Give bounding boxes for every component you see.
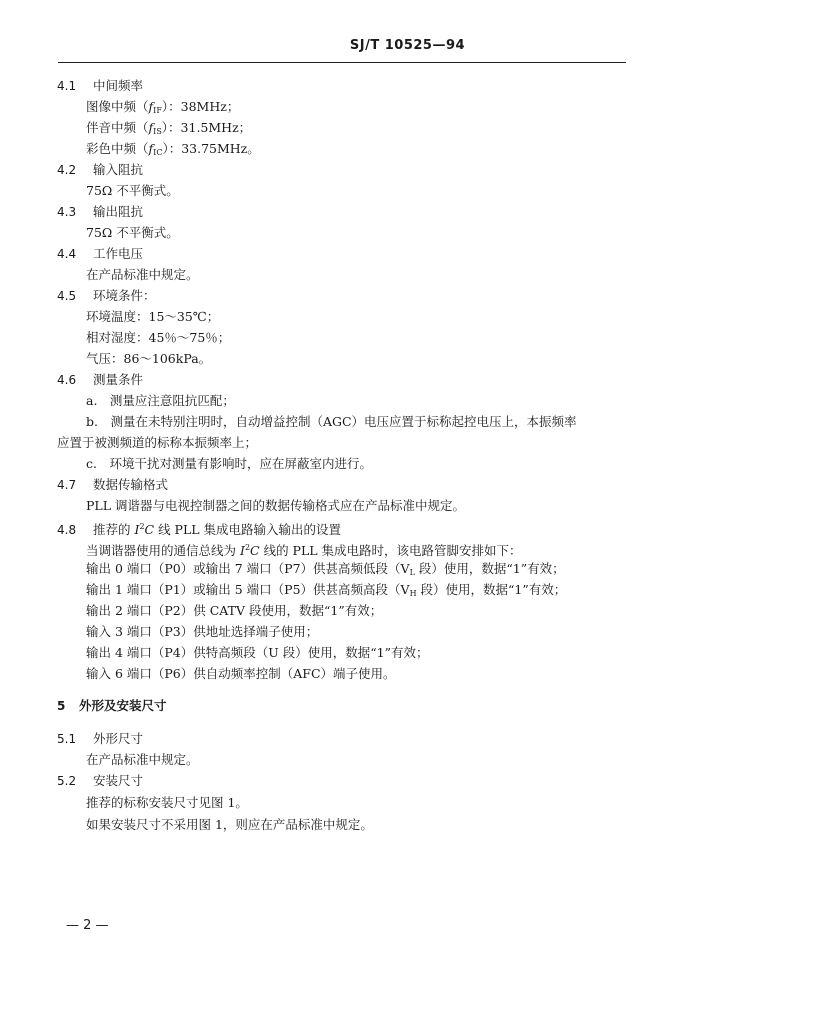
text-pre: 输出 1 端口（P1）或输出 5 端口（P5）供甚高频高段（V — [86, 582, 410, 597]
text-pre: 伴音中频（ — [86, 120, 149, 135]
section-4-2-body: 75Ω 不平衡式。 — [86, 183, 179, 198]
var-f: f — [148, 120, 154, 135]
document-header: SJ/T 10525—94 — [349, 38, 466, 53]
section-title: 输入阻抗 — [93, 162, 144, 177]
condition-b-line2: 应置于被测频道的标称本振频率上； — [57, 435, 258, 450]
section-5-heading — [57, 698, 167, 714]
pin-p3-line: 输入 3 端口（P3）供地址选择端子使用； — [86, 624, 319, 639]
var-c: C — [144, 522, 155, 537]
section-number: 5.2 — [57, 774, 77, 788]
var-i: I — [239, 543, 245, 558]
text-post: 线的 PLL 集成电路时，该电路管脚安排如下： — [259, 543, 522, 558]
var-f: f — [148, 141, 154, 156]
var-c: C — [250, 543, 260, 558]
page-number: — 2 — — [66, 918, 109, 933]
section-number: 4.8 — [57, 523, 77, 537]
title-pre: 推荐的 — [93, 522, 135, 537]
section-5-2-line2: 如果安装尺寸不采用图 1，则应在产品标准中规定。 — [86, 817, 373, 832]
subscript: L — [409, 568, 415, 577]
if-image-line — [86, 99, 239, 119]
text-pre: 图像中频（ — [86, 99, 149, 114]
section-4-2-heading — [57, 162, 143, 178]
if-sound-line — [86, 120, 251, 140]
section-4-5-heading — [57, 288, 156, 304]
header-rule — [58, 62, 626, 63]
section-title: 外形及安装尺寸 — [79, 698, 167, 713]
section-number: 4.3 — [57, 205, 77, 219]
section-4-7-body: PLL 调谐器与电视控制器之间的数据传输格式应在产品标准中规定。 — [86, 498, 465, 513]
var-f: f — [148, 99, 154, 114]
pin-p0-p7-line — [86, 561, 565, 581]
subscript: IF — [153, 106, 162, 115]
superscript: 2 — [244, 543, 251, 552]
section-number: 4.5 — [57, 289, 77, 303]
section-4-3-heading — [57, 204, 143, 220]
section-5-2-heading — [57, 773, 143, 789]
pressure-line: 气压：86～106kPa。 — [86, 351, 212, 366]
section-5-1-heading — [57, 731, 143, 747]
section-number: 4.4 — [57, 247, 77, 261]
section-4-4-heading — [57, 246, 143, 262]
text-post: ）：33.75MHz。 — [162, 141, 260, 156]
section-title: 安装尺寸 — [93, 773, 144, 788]
subscript: IC — [153, 148, 163, 157]
text-post: ）：38MHz； — [161, 99, 240, 114]
section-5-2-line1: 推荐的标称安装尺寸见图 1。 — [86, 795, 248, 810]
pin-intro-line — [86, 540, 522, 559]
section-title: 工作电压 — [93, 246, 144, 261]
section-number: 4.7 — [57, 478, 77, 492]
section-title: 测量条件 — [93, 372, 144, 387]
title-post: 线 PLL 集成电路输入输出的设置 — [154, 522, 342, 537]
var-i: I — [134, 522, 140, 537]
section-4-3-body: 75Ω 不平衡式。 — [86, 225, 179, 240]
section-4-4-body: 在产品标准中规定。 — [86, 267, 199, 282]
condition-c: c. 环境干扰对测量有影响时，应在屏蔽室内进行。 — [86, 456, 372, 471]
section-title: 数据传输格式 — [93, 477, 169, 492]
section-title: 输出阻抗 — [93, 204, 144, 219]
subscript: H — [409, 589, 417, 598]
section-title: 外形尺寸 — [93, 731, 144, 746]
section-number: 4.1 — [57, 79, 77, 93]
if-color-line — [86, 141, 260, 161]
section-number: 5 — [57, 699, 66, 713]
condition-a: a. 测量应注意阻抗匹配； — [86, 393, 235, 408]
section-number: 5.1 — [57, 732, 77, 746]
text-post: ）：31.5MHz； — [161, 120, 252, 135]
pin-p6-line: 输入 6 端口（P6）供自动频率控制（AFC）端子使用。 — [86, 666, 396, 681]
text-pre: 当调谐器使用的通信总线为 — [86, 543, 240, 558]
pin-p4-line: 输出 4 端口（P4）供特高频段（U 段）使用，数据“1”有效； — [86, 645, 429, 660]
text-pre: 输出 0 端口（P0）或输出 7 端口（P7）供甚高频低段（V — [86, 561, 410, 576]
text-pre: 彩色中频（ — [86, 141, 149, 156]
pin-p1-p5-line — [86, 582, 566, 602]
section-title: 中间频率 — [93, 78, 144, 93]
section-4-6-heading — [57, 372, 143, 388]
subscript: IS — [153, 127, 162, 136]
section-4-1-heading — [57, 78, 143, 94]
section-4-7-heading — [57, 477, 168, 493]
section-number: 4.6 — [57, 373, 77, 387]
condition-b-line1: b. 测量在未特别注明时，自动增益控制（AGC）电压应置于标称起控电压上，本振频率 — [86, 414, 577, 429]
superscript: 2 — [139, 522, 145, 531]
section-number: 4.2 — [57, 163, 77, 177]
temperature-line: 环境温度：15～35℃； — [86, 309, 220, 324]
text-post: 段）使用，数据“1”有效； — [416, 582, 567, 597]
text-post: 段）使用，数据“1”有效； — [414, 561, 565, 576]
section-title: 环境条件： — [93, 288, 156, 303]
section-4-8-heading — [57, 519, 341, 538]
section-5-1-body: 在产品标准中规定。 — [86, 752, 199, 767]
pin-p2-line: 输出 2 端口（P2）供 CATV 段使用，数据“1”有效； — [86, 603, 383, 618]
humidity-line: 相对湿度：45％～75％； — [86, 330, 231, 345]
